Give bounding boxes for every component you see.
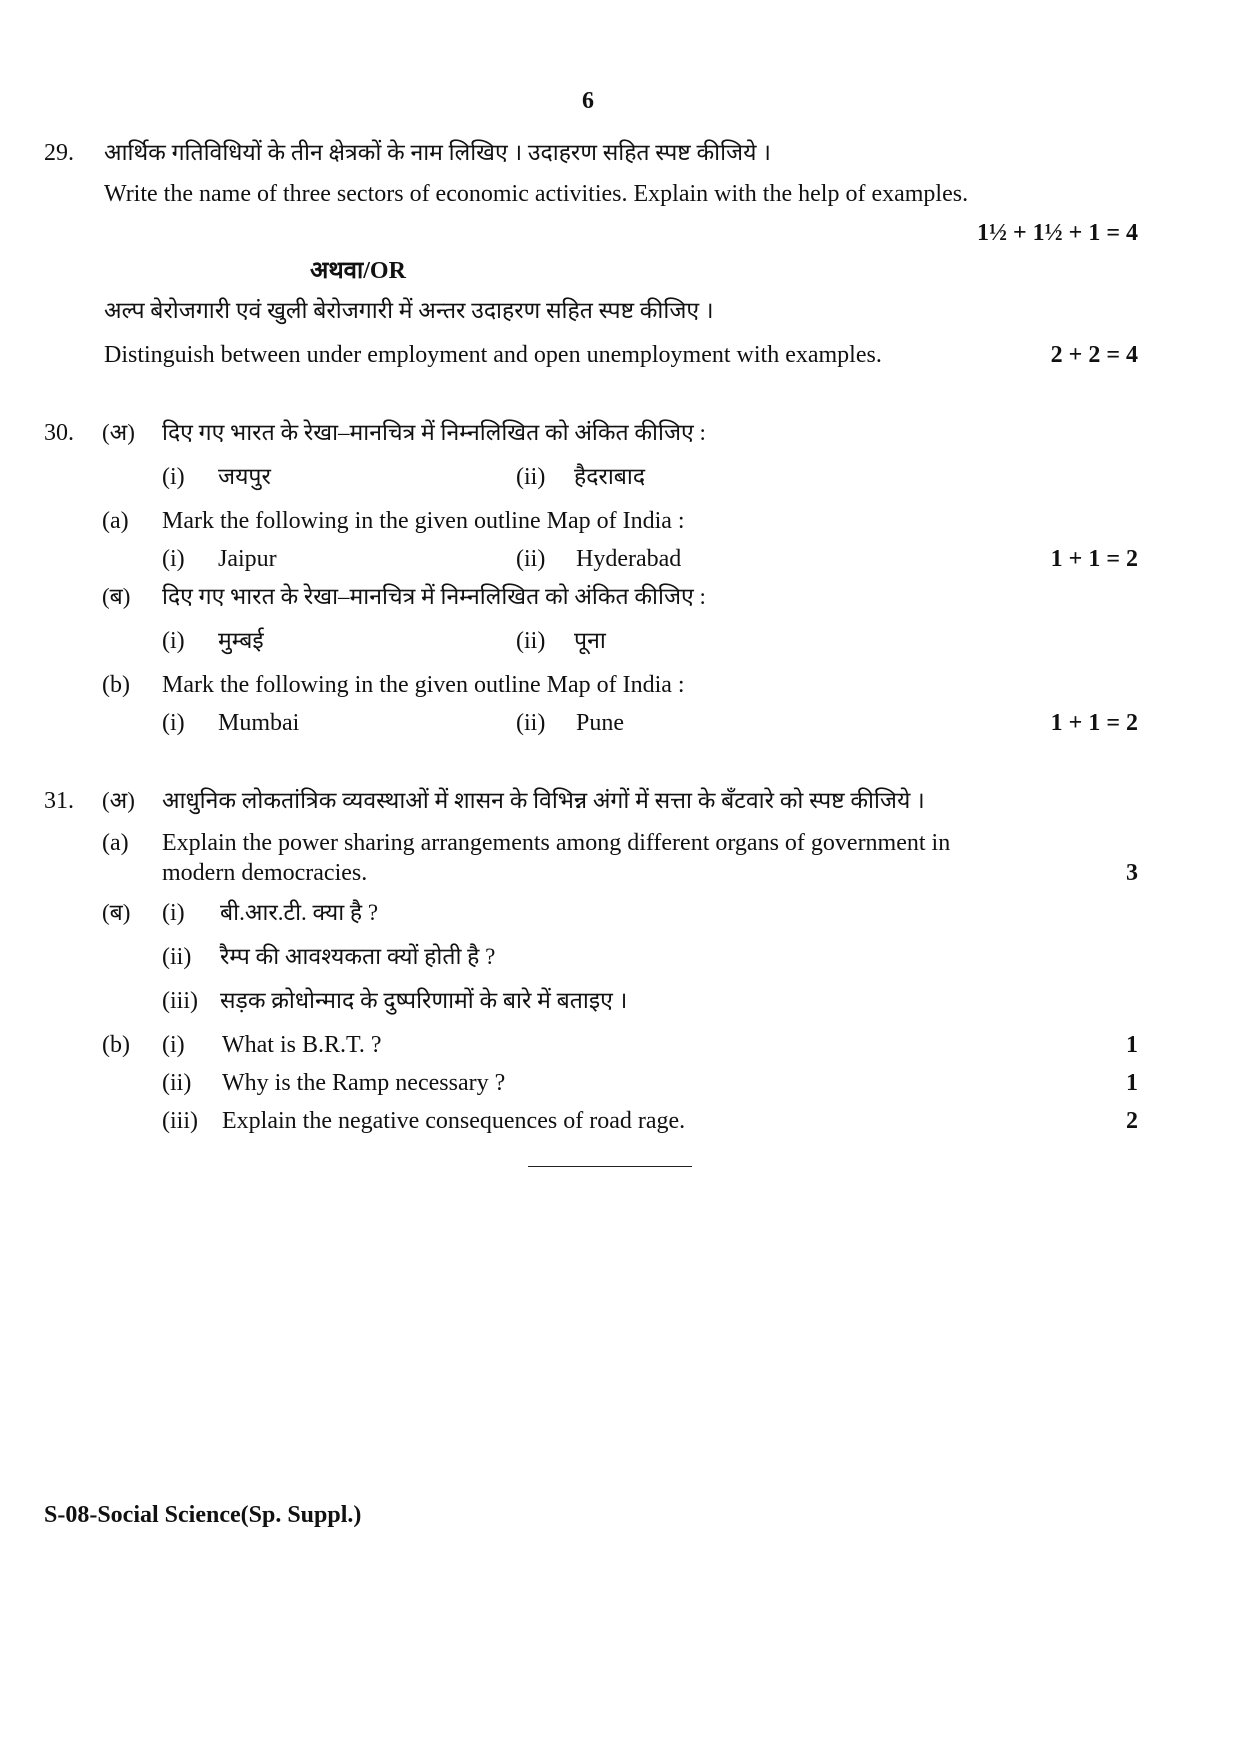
q30-b-hindi-i-label: (i) xyxy=(162,628,185,654)
q29-number: 29. xyxy=(44,140,74,166)
q31-b-hindi-label: (ब) xyxy=(102,900,131,925)
q29-or-hindi: अल्प बेरोजगारी एवं खुली बेरोजगारी में अन्तर उदाहरण सहित स्पष्ट कीजिए । xyxy=(104,298,714,323)
q29-marks: 1½ + 1½ + 1 = 4 xyxy=(976,220,1138,246)
q29-english: Write the name of three sectors of economic activities. Explain with the help of examples. xyxy=(104,181,969,207)
q31-b-english-label: (b) xyxy=(102,1032,130,1058)
q30-a-hindi-ii-label: (ii) xyxy=(516,464,546,490)
q30-a-marks: 1 + 1 = 2 xyxy=(1050,546,1138,572)
q30-a-hindi-i: जयपुर xyxy=(218,464,271,489)
q30-b-hindi-label: (ब) xyxy=(102,584,131,609)
q30-a-hindi-text: दिए गए भारत के रेखा–मानचित्र में निम्नलिखित को अंकित कीजिए : xyxy=(162,420,706,445)
q29-or-label: अथवा/OR xyxy=(310,258,406,284)
end-rule xyxy=(528,1166,692,1167)
q31-b-english-iii: Explain the negative consequences of road rage. xyxy=(222,1108,686,1134)
q31-b-hindi-i: बी.आर.टी. क्या है ? xyxy=(220,900,379,925)
q29-hindi: आर्थिक गतिविधियों के तीन क्षेत्रकों के नाम लिखिए । उदाहरण सहित स्पष्ट कीजिये । xyxy=(104,140,771,165)
q31-b-english-iii-label: (iii) xyxy=(162,1108,198,1134)
q31-a-marks: 3 xyxy=(1126,860,1138,886)
q31-b-hindi-ii: रैम्प की आवश्यकता क्यों होती है ? xyxy=(220,944,496,969)
q31-b-hindi-ii-label: (ii) xyxy=(162,944,192,970)
q30-a-english-label: (a) xyxy=(102,508,129,534)
q30-a-hindi-ii: हैदराबाद xyxy=(574,464,646,489)
q30-b-english-i: Mumbai xyxy=(218,710,300,736)
q31-b-english-ii: Why is the Ramp necessary ? xyxy=(222,1070,506,1096)
footer-code: S-08-Social Science(Sp. Suppl.) xyxy=(44,1502,362,1528)
page-number: 6 xyxy=(582,88,594,114)
q31-a-hindi-text: आधुनिक लोकतांत्रिक व्यवस्थाओं में शासन के विभिन्न अंगों में सत्ता के बँटवारे को स्पष्ट कीजिये । xyxy=(162,788,925,813)
q31-b-english-i: What is B.R.T. ? xyxy=(222,1032,382,1058)
q30-a-english-ii: Hyderabad xyxy=(576,546,682,572)
q30-a-english-text: Mark the following in the given outline Map of India : xyxy=(162,508,685,534)
q31-b-hindi-i-label: (i) xyxy=(162,900,185,926)
q31-b-hindi-iii: सड़क क्रोधोन्माद के दुष्परिणामों के बारे में बताइए । xyxy=(220,988,628,1013)
q30-b-hindi-text: दिए गए भारत के रेखा–मानचित्र में निम्नलिखित को अंकित कीजिए : xyxy=(162,584,706,609)
q31-b-hindi-iii-label: (iii) xyxy=(162,988,198,1014)
q30-b-hindi-i: मुम्बई xyxy=(218,628,264,653)
q31-a-english-label: (a) xyxy=(102,830,129,856)
q31-a-hindi-label: (अ) xyxy=(102,788,135,813)
q30-b-hindi-ii: पूना xyxy=(574,628,606,653)
q31-b-english-ii-label: (ii) xyxy=(162,1070,192,1096)
q29-or-english: Distinguish between under employment and open unemployment with examples. xyxy=(104,342,882,368)
q31-number: 31. xyxy=(44,788,74,814)
q31-b-english-ii-marks: 1 xyxy=(1126,1070,1138,1096)
q30-b-english-text: Mark the following in the given outline Map of India : xyxy=(162,672,685,698)
q30-a-english-ii-label: (ii) xyxy=(516,546,546,572)
q31-b-english-i-label: (i) xyxy=(162,1032,185,1058)
q30-number: 30. xyxy=(44,420,74,446)
q30-a-hindi-label: (अ) xyxy=(102,420,135,445)
q30-b-english-ii-label: (ii) xyxy=(516,710,546,736)
q30-b-english-ii: Pune xyxy=(576,710,624,736)
q30-b-english-label: (b) xyxy=(102,672,130,698)
q30-a-english-i: Jaipur xyxy=(218,546,277,572)
q30-a-english-i-label: (i) xyxy=(162,546,185,572)
q31-b-english-i-marks: 1 xyxy=(1126,1032,1138,1058)
q31-a-english-line2: modern democracies. xyxy=(162,860,368,886)
q30-b-english-i-label: (i) xyxy=(162,710,185,736)
q30-a-hindi-i-label: (i) xyxy=(162,464,185,490)
q30-b-marks: 1 + 1 = 2 xyxy=(1050,710,1138,736)
q31-b-english-iii-marks: 2 xyxy=(1126,1108,1138,1134)
q29-or-marks: 2 + 2 = 4 xyxy=(1050,342,1138,368)
q30-b-hindi-ii-label: (ii) xyxy=(516,628,546,654)
q31-a-english-line1: Explain the power sharing arrangements among different organs of government in xyxy=(162,830,951,856)
